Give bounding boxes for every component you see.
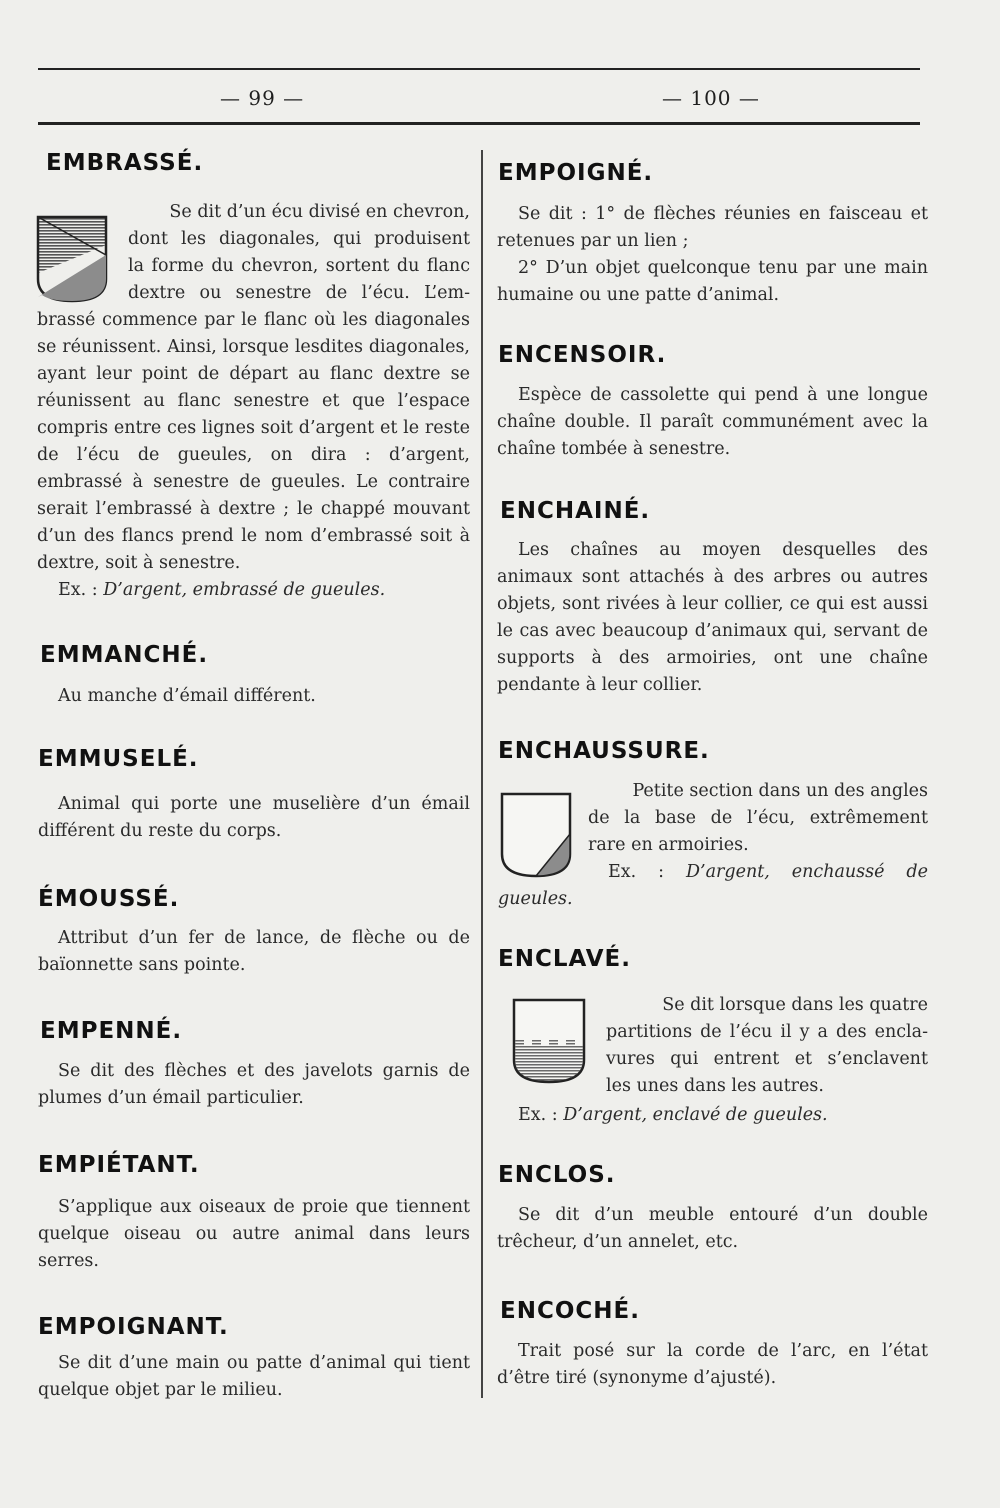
heading-enclos: ENCLOS. <box>498 1162 616 1188</box>
embrasse-shield-icon <box>36 215 108 303</box>
enchaussure-line-2: de la base de l’écu, extrêmement <box>588 808 928 828</box>
enchaine-body: Les chaînes au moyen desquelles des animaux sont attachés à des arbres ou autres objets, sont rivées à leur collier, ce qui est aussi le cas avec beaucoup d’animaux qui, servant de supports à des armoiries, ont une chaîne pendante à leur collier. <box>497 540 928 695</box>
heading-empoigne: EMPOIGNÉ. <box>498 160 654 186</box>
enchaussure-example: Ex. : D’argent, enchaussé de <box>608 862 928 882</box>
enchaussure-shield-icon <box>500 792 572 878</box>
enclave-line-1: Se dit lorsque dans les quatre <box>662 995 928 1015</box>
header-rule <box>38 122 920 125</box>
heading-enchaine: ENCHAINÉ. <box>500 498 651 524</box>
emousse-body: Attribut d’un fer de lance, de flèche ou de baïonnette sans pointe. <box>38 928 470 975</box>
page-number-right: — 100 — <box>662 86 760 110</box>
enchaussure-line-3: rare en armoiries. <box>588 835 749 855</box>
embrasse-intro-4: dextre ou senestre de l’écu. L’em- <box>128 283 470 303</box>
emmusele-body: Animal qui porte une muselière d’un émail différent du reste du corps. <box>38 794 470 841</box>
heading-emmanche: EMMANCHÉ. <box>40 642 209 668</box>
empenne-body: Se dit des flèches et des javelots garnis de plumes d’un émail particulier. <box>38 1061 470 1108</box>
enchaussure-example-cont: gueules. <box>498 889 573 909</box>
heading-embrasse: EMBRASSÉ. <box>46 150 204 176</box>
enclave-line-3: vures qui entrent et s’enclavent <box>606 1049 928 1069</box>
empietant-body: S’applique aux oiseaux de proie que tiennent quelque oiseau ou autre animal dans leurs serres. <box>38 1197 470 1271</box>
heading-encoche: ENCOCHÉ. <box>500 1298 640 1324</box>
heading-empoignant: EMPOIGNANT. <box>38 1314 229 1340</box>
heading-empietant: EMPIÉTANT. <box>38 1152 200 1178</box>
empoigne-line2: 2° D’un objet quelconque tenu par une main humaine ou une patte d’animal. <box>497 258 928 305</box>
empoigne-line1: Se dit : 1° de flèches réunies en faisceau et retenues par un lien ; <box>497 204 928 251</box>
encensoir-body: Espèce de cassolette qui pend à une longue chaîne double. Il paraît communément avec la chaîne tombée à senestre. <box>497 385 928 459</box>
enclave-line-4: les unes dans les autres. <box>606 1076 824 1096</box>
heading-encensoir: ENCENSOIR. <box>498 342 667 368</box>
enclave-example: Ex. : D’argent, enclavé de gueules. <box>518 1105 828 1125</box>
top-rule <box>38 68 920 70</box>
enclos-body: Se dit d’un meuble entouré d’un double trêcheur, d’un annelet, etc. <box>497 1205 928 1252</box>
heading-empenne: EMPENNÉ. <box>40 1018 183 1044</box>
encoche-body: Trait posé sur la corde de l’arc, en l’état d’être tiré (synonyme d’ajusté). <box>497 1341 928 1388</box>
heading-emousse: ÉMOUSSÉ. <box>38 886 180 912</box>
embrasse-intro-2: dont les diagonales, qui produisent <box>128 229 470 249</box>
heading-enchaussure: ENCHAUSSURE. <box>498 738 710 764</box>
column-divider <box>481 150 483 1398</box>
embrasse-body: brassé commence par le flanc où les diagonales se réunissent. Ainsi, lorsque lesdites diagonales, ayant leur point de départ au flanc dextre se réunissent au flanc senestre et que l’espace compris entre ces lignes soit d’argent et le reste de l’écu de gueules, on dira : d’argent, embrassé à senestre de gueules. Le contraire serait l’embrassé à dextre ; le chappé mouvant d’un des flancs prend le nom d’embrassé soit à dextre, soit à senestre. <box>37 310 470 573</box>
embrasse-intro-3: la forme du chevron, sortent du flanc <box>128 256 470 276</box>
enchaussure-line-1: Petite section dans un des angles <box>632 781 928 801</box>
heading-enclave: ENCLAVÉ. <box>498 946 631 972</box>
heading-emmusele: EMMUSELÉ. <box>38 746 199 772</box>
embrasse-example: Ex. : D’argent, embrassé de gueules. <box>58 580 386 600</box>
page-number-left: — 99 — <box>220 86 305 110</box>
enclave-shield-icon <box>512 998 586 1084</box>
embrasse-intro-1: Se dit d’un écu divisé en chevron, <box>169 202 470 222</box>
empoignant-body: Se dit d’une main ou patte d’animal qui tient quelque objet par le milieu. <box>38 1353 470 1400</box>
enclave-line-2: partitions de l’écu il y a des encla- <box>606 1022 928 1042</box>
emmanche-body: Au manche d’émail différent. <box>58 686 316 706</box>
